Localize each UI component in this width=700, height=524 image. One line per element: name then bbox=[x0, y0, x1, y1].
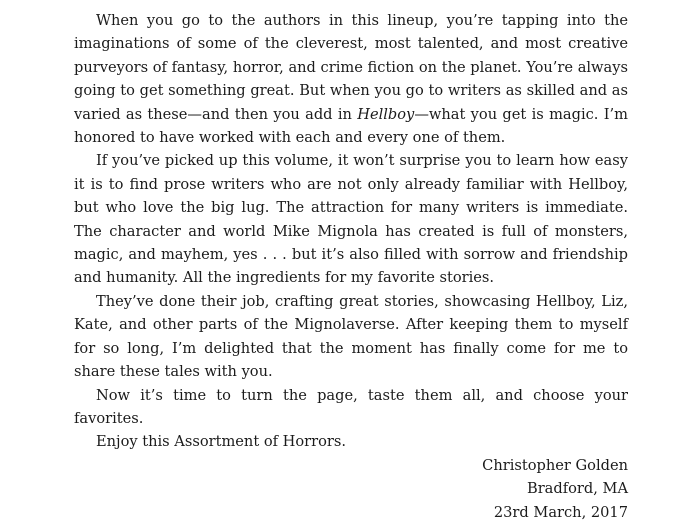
signature-block bbox=[74, 454, 628, 524]
paragraph-3: They’ve done their job, crafting great stories, showcasing Hellboy, Liz, Kate, and other parts of the Mignolaverse. After keeping them to myself for so long, I’m delighted that the moment has finally come for me to share these tales with you. bbox=[74, 292, 628, 381]
paragraph-1-text-end: —what you get is magic. I’m honored to have worked with each and every one of them. bbox=[74, 105, 628, 147]
signature-date: 23rd March, 2017 bbox=[493, 503, 628, 521]
paragraph-2: If you’ve picked up this volume, it won’t surprise you to learn how easy it is to find prose writers who are not only already familiar with Hellboy, but who love the big lug. The attraction for many writers is immediate. The character and world Mike Mignola has created is full of monsters, magic, and mayhem, yes . . . but it’s also filled with sorrow and friendship and humanity. All the ingredients for my favorite stories. bbox=[74, 152, 628, 287]
book-title-italic: Hellboy bbox=[357, 105, 415, 123]
signature-place: Bradford, MA bbox=[526, 480, 628, 498]
paragraph-1-text-start: When you go to the authors in this lineup, you’re tapping into the imaginations of some of the cleverest, most talented, and most creative purveyors of fantasy, horror, and crime fiction on the planet. You’re always going to get something great. But when you go to writers as skilled and as varied as these—and then you add in bbox=[74, 12, 628, 123]
paragraph-4: Now it’s time to turn the page, taste them all, and choose your favorites. bbox=[74, 386, 628, 427]
document-page bbox=[74, 9, 628, 524]
paragraph-5: Enjoy this Assortment of Horrors. bbox=[96, 433, 347, 451]
paragraph-1 bbox=[74, 9, 628, 149]
signature-name: Christopher Golden bbox=[482, 456, 628, 474]
